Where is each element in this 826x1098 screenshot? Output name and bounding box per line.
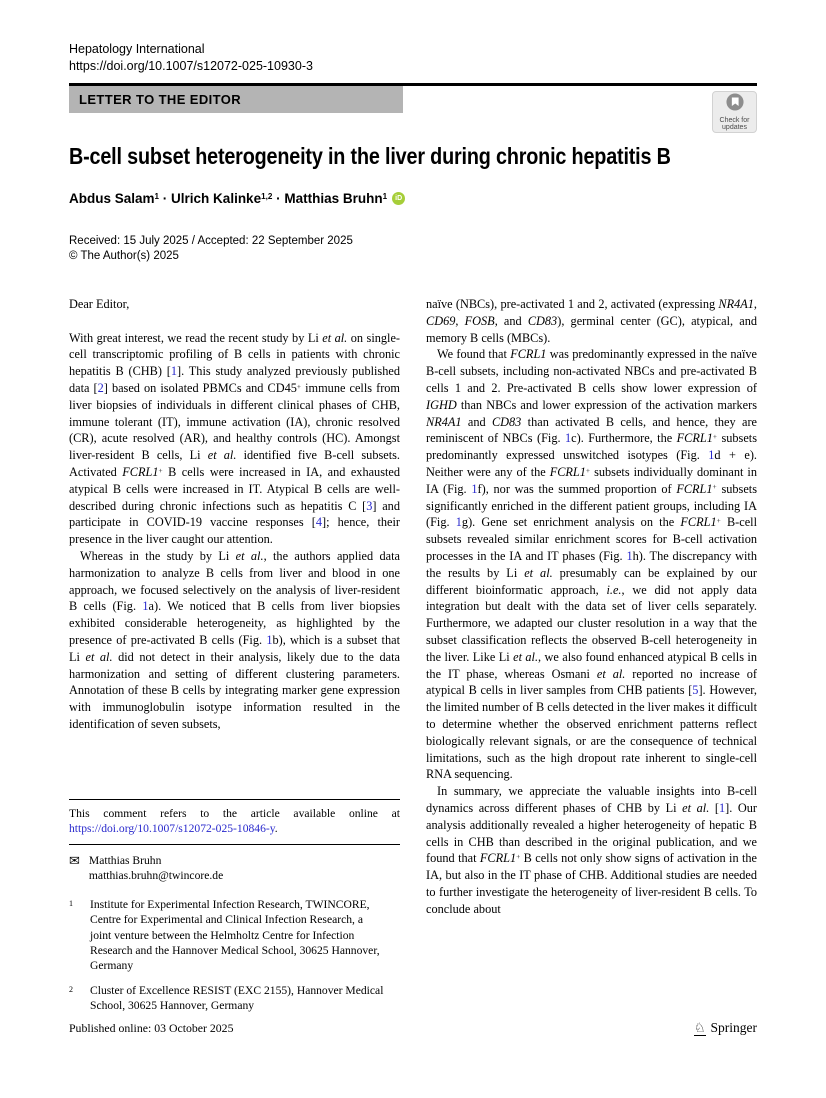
link[interactable]: 1: [455, 515, 462, 530]
text-run: This comment refers to the article available online at: [69, 807, 400, 820]
text-run: h). The discrepancy with the results by Li: [426, 548, 757, 580]
italic-text: i.e.: [606, 582, 622, 597]
correspondence: [69, 853, 400, 884]
badge-label: [720, 117, 750, 132]
article-type-label: LETTER TO THE EDITOR: [79, 92, 242, 107]
salutation: Dear Editor,: [69, 297, 130, 311]
italic-text: et al.: [596, 666, 626, 681]
text-run: than NBCs and lower expression of the activation markers: [456, 397, 757, 412]
affiliation-text: Cluster of Excellence RESIST (EXC 2155), Hannover Medical School, 30625 Hannover, Germany: [90, 983, 384, 1012]
text-run: ]. However, the limited number of B cells detected in the liver makes it difficult to determine whether the observed enrichment patterns reflect biologically relevant signals, or are the consequence of technical limitations, such as the high dropout rate inherent to single-cell RNA sequencing.: [426, 683, 757, 782]
correspondence-email[interactable]: matthias.bruhn@twincore.de: [88, 868, 224, 882]
text-run: f), nor was the summed proportion of: [477, 481, 677, 496]
text-run: ] based on isolated PBMCs and CD45: [103, 380, 297, 395]
link[interactable]: 1: [564, 431, 572, 446]
text-run: We found that: [437, 347, 511, 362]
text-run: did not detect in their analysis, likely due to the data harmonization and setting of different clustering parameters. Annotation of these B cells by integrating marker gene expression with immunoglobulin isotype information resulted in the identification of seven subsets,: [69, 649, 400, 731]
orcid-icon[interactable]: iD: [392, 192, 405, 205]
check-for-updates-badge[interactable]: [712, 91, 757, 133]
text-run: immune cells from liver biopsies of individuals in different clinical phases of CHB, immune tolerant (IT), immune activation (IA), chronic resolved (CR), acute resolved (AR), and healthy controls (HC). Amongst liver-resident B cells, Li: [69, 380, 400, 463]
article-note: [69, 806, 400, 837]
text-run: ·: [272, 191, 285, 206]
text-run: ]. Our analysis additionally revealed a higher heterogeneity of hepatic B cells in CHB than described in the original publication, and we found that: [426, 800, 757, 866]
italic-text: FCRL1: [479, 851, 517, 866]
text-run: With great interest, we read the recent study by Li: [69, 330, 323, 345]
text-run: .: [274, 822, 278, 836]
badge-label-line1: Check for: [719, 116, 750, 124]
text-run: B cells not only show signs of activation in the IA, but also in the IT phase of CHB. Additional studies are needed to further investigate the heterogeneity of liver-resident B cells. To conclude about: [426, 851, 757, 916]
italic-text: FCRL1: [549, 464, 586, 479]
italic-text: CD83: [527, 313, 558, 328]
link[interactable]: 3: [366, 498, 373, 513]
text-run: B cells were increased in IA, and exhausted atypical B cells were increased in IT. Atypical B cells are well-described during chronic infections such as hepatitis C [: [69, 464, 400, 513]
footnote-rule-top: [69, 799, 400, 800]
superscript: +: [716, 516, 721, 526]
affiliation-number: 1: [69, 899, 73, 909]
link[interactable]: 2: [97, 380, 104, 395]
paragraph: [426, 783, 757, 917]
correspondence-details: [89, 853, 223, 884]
italic-text: FCRL1: [676, 431, 713, 446]
text-run: reported no increase of atypical B cells in liver samples from CHB patients [: [426, 666, 757, 698]
affiliation-2: [69, 983, 400, 1014]
text-run: subsets individually dominant in IA (Fig.: [426, 464, 757, 496]
text-run: ·: [159, 191, 172, 206]
link[interactable]: 4: [315, 515, 322, 530]
italic-text: FCRL1: [676, 481, 713, 496]
article-doi: https://doi.org/10.1007/s12072-025-10930-3: [69, 59, 313, 73]
text-run: ), germinal center (GC), atypical, and memory B cells (MBCs).: [426, 313, 757, 345]
left-column: [69, 296, 400, 733]
article-type-banner: [69, 86, 403, 113]
article-title: B-cell subset heterogeneity in the liver during chronic hepatitis B: [69, 143, 671, 169]
paragraph: [69, 330, 400, 548]
crossmark-icon: [726, 93, 744, 116]
text-run: ] and participate in COVID-19 vaccine responses [: [69, 498, 400, 530]
springer-logo: [694, 1020, 757, 1036]
page-header: [69, 41, 313, 75]
page-footer: [69, 1020, 757, 1036]
author-line: [69, 191, 405, 206]
italic-text: FCRL1: [680, 515, 717, 530]
text-run: identified five B-cell subsets. Activated: [69, 448, 400, 479]
italic-text: FCRL1: [122, 464, 159, 479]
text-run: ,: [753, 297, 757, 311]
superscript: +: [712, 482, 717, 492]
italic-text: et al.: [513, 649, 539, 664]
superscript: +: [158, 465, 163, 475]
published-online: Published online: 03 October 2025: [69, 1020, 234, 1035]
envelope-icon: ✉: [69, 852, 80, 868]
paragraph: [426, 346, 757, 783]
link[interactable]: 1: [142, 599, 149, 614]
affiliation-1: [69, 897, 400, 973]
right-column: [426, 296, 757, 917]
text-run: g). Gene set enrichment analysis on the: [461, 515, 681, 530]
text-run: subsets significantly enriched in the different patient groups, including IA (Fig.: [426, 481, 757, 530]
text-run: [: [709, 800, 719, 815]
text-run: , we did not apply data integration but dealt with the data set of liver cells separately. Furthermore, we adapted our cluster resolution in a way that the subset classification reflects the observed B-cell heterogeneity in the liver. Like Li: [426, 582, 757, 664]
text-run: Matthias Bruhn: [284, 191, 383, 206]
italic-text: IGHD: [426, 397, 457, 412]
text-run: Abdus Salam: [69, 191, 155, 206]
text-run: naïve (NBCs), pre-activated 1 and 2, activated (expressing: [426, 297, 719, 311]
text-run: was predominantly expressed in the naïve B-cell subsets, including non-activated NBCs and pre-activated B cells 1 and 2. Pre-activated B cells show lower expression of: [426, 347, 757, 395]
affiliation-number: 2: [69, 984, 73, 994]
text-run: a). We noticed that B cells from liver biopsies exhibited considerable heterogeneity, as highlighted by the presence of pre-activated B cells (Fig.: [69, 599, 400, 647]
corresponding-author: Matthias Bruhn: [88, 853, 162, 867]
badge-label-line2: updates: [722, 124, 747, 131]
link[interactable]: 1: [708, 448, 715, 463]
received-accepted-line: Received: 15 July 2025 / Accepted: 22 September 2025: [69, 235, 353, 247]
italic-text: CD83: [491, 414, 522, 429]
italic-text: NR4A1: [718, 297, 754, 311]
link[interactable]: 1: [718, 800, 726, 815]
springer-wordmark: Springer: [710, 1020, 757, 1035]
text-run: , and: [494, 313, 528, 328]
superscript: +: [296, 381, 302, 391]
text-run: , the authors applied data harmonization to analyze B cells from liver and blood in one approach, we focused selectively on the analysis of liver-resident B cells (Fig.: [69, 548, 400, 614]
text-run: ,: [455, 313, 465, 328]
affiliation-text: Institute for Experimental Infection Research, TWINCORE, Centre for Experimental and Clinical Infection Research, a joint venture between the Helmholtz Centre for Infection Research and the Hannover Medical School, 30625 Hannover, Germany: [90, 898, 380, 973]
superscript: 1,2: [261, 192, 273, 202]
text-run: d + e). Neither were any of the: [426, 448, 757, 479]
superscript: +: [585, 465, 591, 475]
link[interactable]: 1: [471, 481, 478, 496]
text-run: than activated B cells, and hence, they are reminiscent of NBCs (Fig.: [426, 414, 757, 446]
text-run: In summary, we appreciate the valuable insights into B-cell dynamics across different phases of CHB by Li: [426, 784, 757, 815]
italic-text: et al.: [235, 548, 264, 563]
copyright-line: © The Author(s) 2025: [69, 249, 179, 262]
text-run: presumably can be explained by our different bioinformatic approach,: [426, 565, 757, 597]
text-run: on single-cell transcriptomic profiling of B cells in patients with chronic hepatitis B (CHB) [: [69, 330, 400, 379]
italic-text: FOSB: [464, 313, 495, 328]
link[interactable]: https://doi.org/10.1007/s12072-025-10846-y: [69, 822, 275, 836]
italic-text: NR4A1: [426, 414, 462, 429]
italic-text: et al.: [207, 448, 237, 463]
text-run: Whereas in the study by Li: [80, 548, 236, 563]
text-run: B-cell subsets revealed similar enrichment scores for B-cell activation processes in the IA and IT phases (Fig.: [426, 515, 757, 563]
link[interactable]: 1: [626, 548, 633, 563]
text-run: , we also found enhanced atypical B cells in the IT phase, whereas Osmani: [426, 649, 757, 681]
text-run: ]; hence, their presence in the liver caught our attention.: [69, 515, 400, 547]
text-run: ]. This study analyzed previously published data [: [69, 364, 400, 395]
italic-text: et al.: [524, 565, 553, 580]
superscript: 1: [382, 192, 388, 202]
text-run: and: [461, 414, 492, 429]
link[interactable]: 1: [266, 632, 273, 647]
paragraph: [69, 548, 400, 733]
link[interactable]: 1: [170, 364, 178, 379]
springer-knight-icon: ♘: [693, 1020, 706, 1035]
italic-text: et al.: [322, 330, 348, 345]
italic-text: et al.: [682, 800, 710, 815]
superscript: +: [516, 851, 521, 861]
author-names: [69, 191, 387, 206]
article-meta: [69, 234, 353, 263]
footnote-block: [69, 799, 400, 1022]
link[interactable]: 5: [692, 683, 699, 698]
italic-text: et al.: [85, 649, 113, 664]
superscript: +: [712, 432, 718, 442]
text-run: subsets predominantly expressed unswitched isotypes (Fig.: [426, 431, 757, 463]
italic-text: CD69: [426, 313, 456, 328]
journal-name: Hepatology International: [69, 42, 205, 56]
paragraph: [426, 296, 757, 346]
text-run: Ulrich Kalinke: [171, 191, 262, 206]
superscript: 1: [154, 192, 160, 202]
text-run: b), which is a subset that Li: [69, 632, 400, 664]
text-run: c). Furthermore, the: [571, 431, 677, 446]
footnote-rule-bottom: [69, 844, 400, 845]
italic-text: FCRL1: [510, 347, 547, 362]
